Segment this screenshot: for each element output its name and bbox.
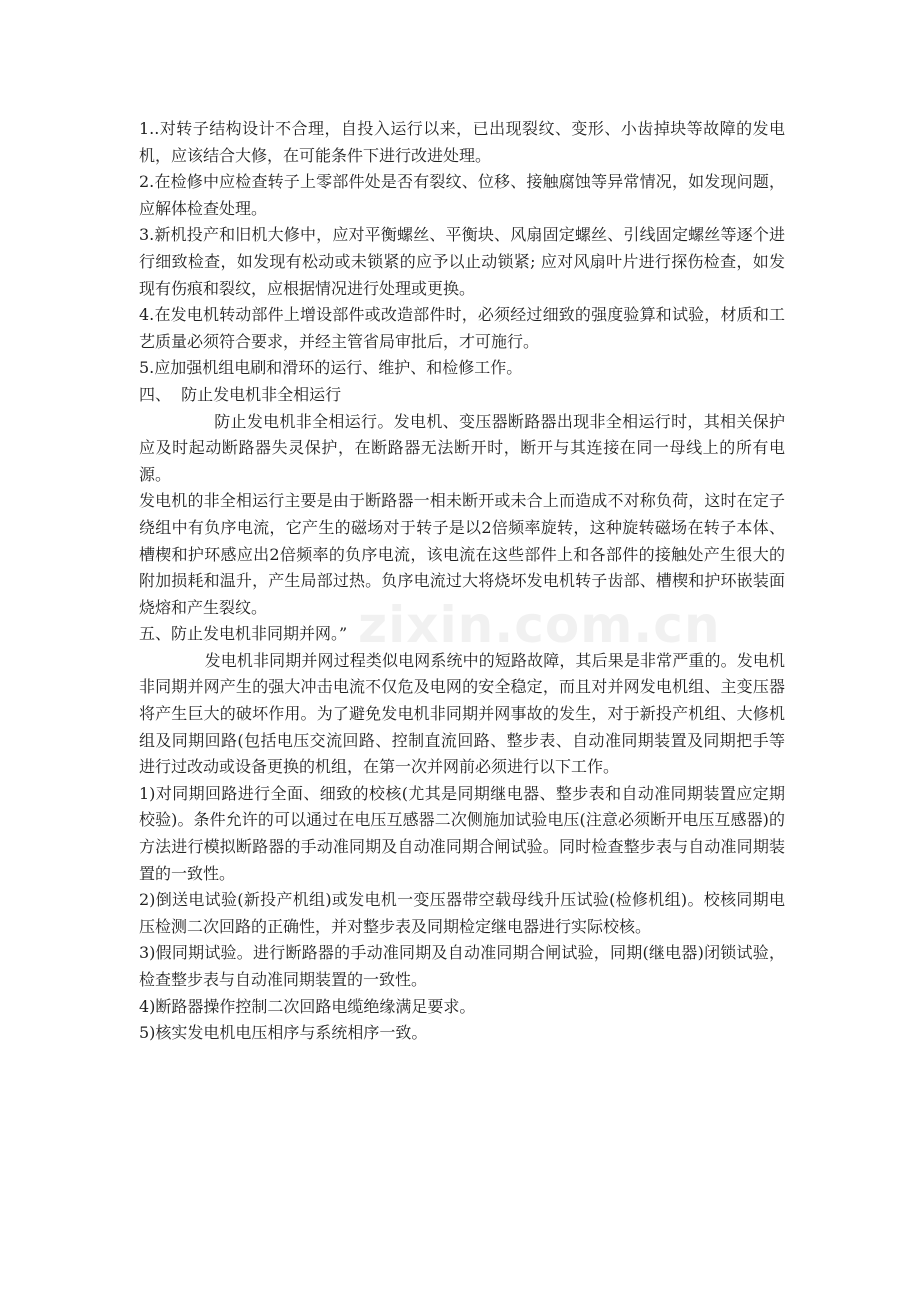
section-4-intro: 防止发电机非全相运行。发电机、变压器断路器出现非全相运行时，其相关保护应及时起动断路器失灵保护，在断路器无法断开时，断开与其连接在同一母线上的所有电源。 <box>139 411 785 484</box>
sync-step-4: 4)断路器操作控制二次回路电缆绝缘满足要求。 <box>139 996 476 1016</box>
watermark: zixin.com.cn <box>358 596 721 654</box>
rotor-item-3: 3.新机投产和旧机大修中，应对平衡螺丝、平衡块、风扇固定螺丝、引线固定螺丝等逐个进行细致检查，如发现有松动或未锁紧的应予以止动锁紧; 应对风扇叶片进行探伤检查，如发现有伤痕和裂纹，应根据情况进行处理或更换。 <box>139 225 785 298</box>
rotor-item-2: 2.在检修中应检查转子上零部件处是否有裂纹、位移、接触腐蚀等异常情况，如发现问题，应解体检查处理。 <box>139 172 785 218</box>
section-heading-5: 五、防止发电机非同期并网。” <box>139 624 348 644</box>
sync-step-1: 1)对同期回路进行全面、细致的校核(尤其是同期继电器、整步表和自动准同期装置应定期校验)。条件允许的可以通过在电压互感器二次侧施加试验电压(注意必须断开电压互感器)的方法进行模拟断路器的手动准同期及自动准同期合闸试验。同时检查整步表与自动准同期装置的一致性。 <box>139 783 785 883</box>
rotor-item-4: 4.在发电机转动部件上增设部件或改造部件时，必须经过细致的强度验算和试验，材质和工艺质量必须符合要求，并经主管省局审批后，才可施行。 <box>139 305 785 351</box>
rotor-item-5: 5.应加强机组电刷和滑环的运行、维护、和检修工作。 <box>139 358 523 378</box>
section-4-body: 发电机的非全相运行主要是由于断路器一相未断开或未合上而造成不对称负荷，这时在定子绕组中有负序电流，它产生的磁场对于转子是以2倍频率旋转，这种旋转磁场在转子本体、槽楔和护环感应出2倍频率的负序电流，该电流在这些部件上和各部件的接触处产生很大的附加损耗和温升，产生局部过热。负序电流过大将烧坏发电机转子齿部、槽楔和护环嵌装面烧熔和产生裂纹。 <box>139 491 785 617</box>
rotor-item-1: 1..对转子结构设计不合理，自投入运行以来，已出现裂纹、变形、小齿掉块等故障的发电机，应该结合大修，在可能条件下进行改进处理。 <box>139 119 785 165</box>
document-body <box>139 116 785 1047</box>
sync-step-2: 2)倒送电试验(新投产机组)或发电机一变压器带空载母线升压试验(检修机组)。校核同期电压检测二次回路的正确性，并对整步表及同期检定继电器进行实际校核。 <box>139 890 785 936</box>
section-5-intro: 发电机非同期并网过程类似电网系统中的短路故障，其后果是非常严重的。发电机非同期并网产生的强大冲击电流不仅危及电网的安全稳定，而且对并网发电机组、主变压器将产生巨大的破坏作用。为了避免发电机非同期并网事故的发生，对于新投产机组、大修机组及同期回路(包括电压交流回路、控制直流回路、整步表、自动准同期装置及同期把手等进行过改动或设备更换的机组，在第一次并网前必须进行以下工作。 <box>139 650 785 777</box>
section-heading-4: 四、 防止发电机非全相运行 <box>139 384 342 404</box>
sync-step-3: 3)假同期试验。进行断路器的手动准同期及自动准同期合闸试验，同期(继电器)闭锁试验，检查整步表与自动准同期装置的一致性。 <box>139 943 785 989</box>
sync-step-5: 5)核实发电机电压相序与系统相序一致。 <box>139 1023 428 1043</box>
